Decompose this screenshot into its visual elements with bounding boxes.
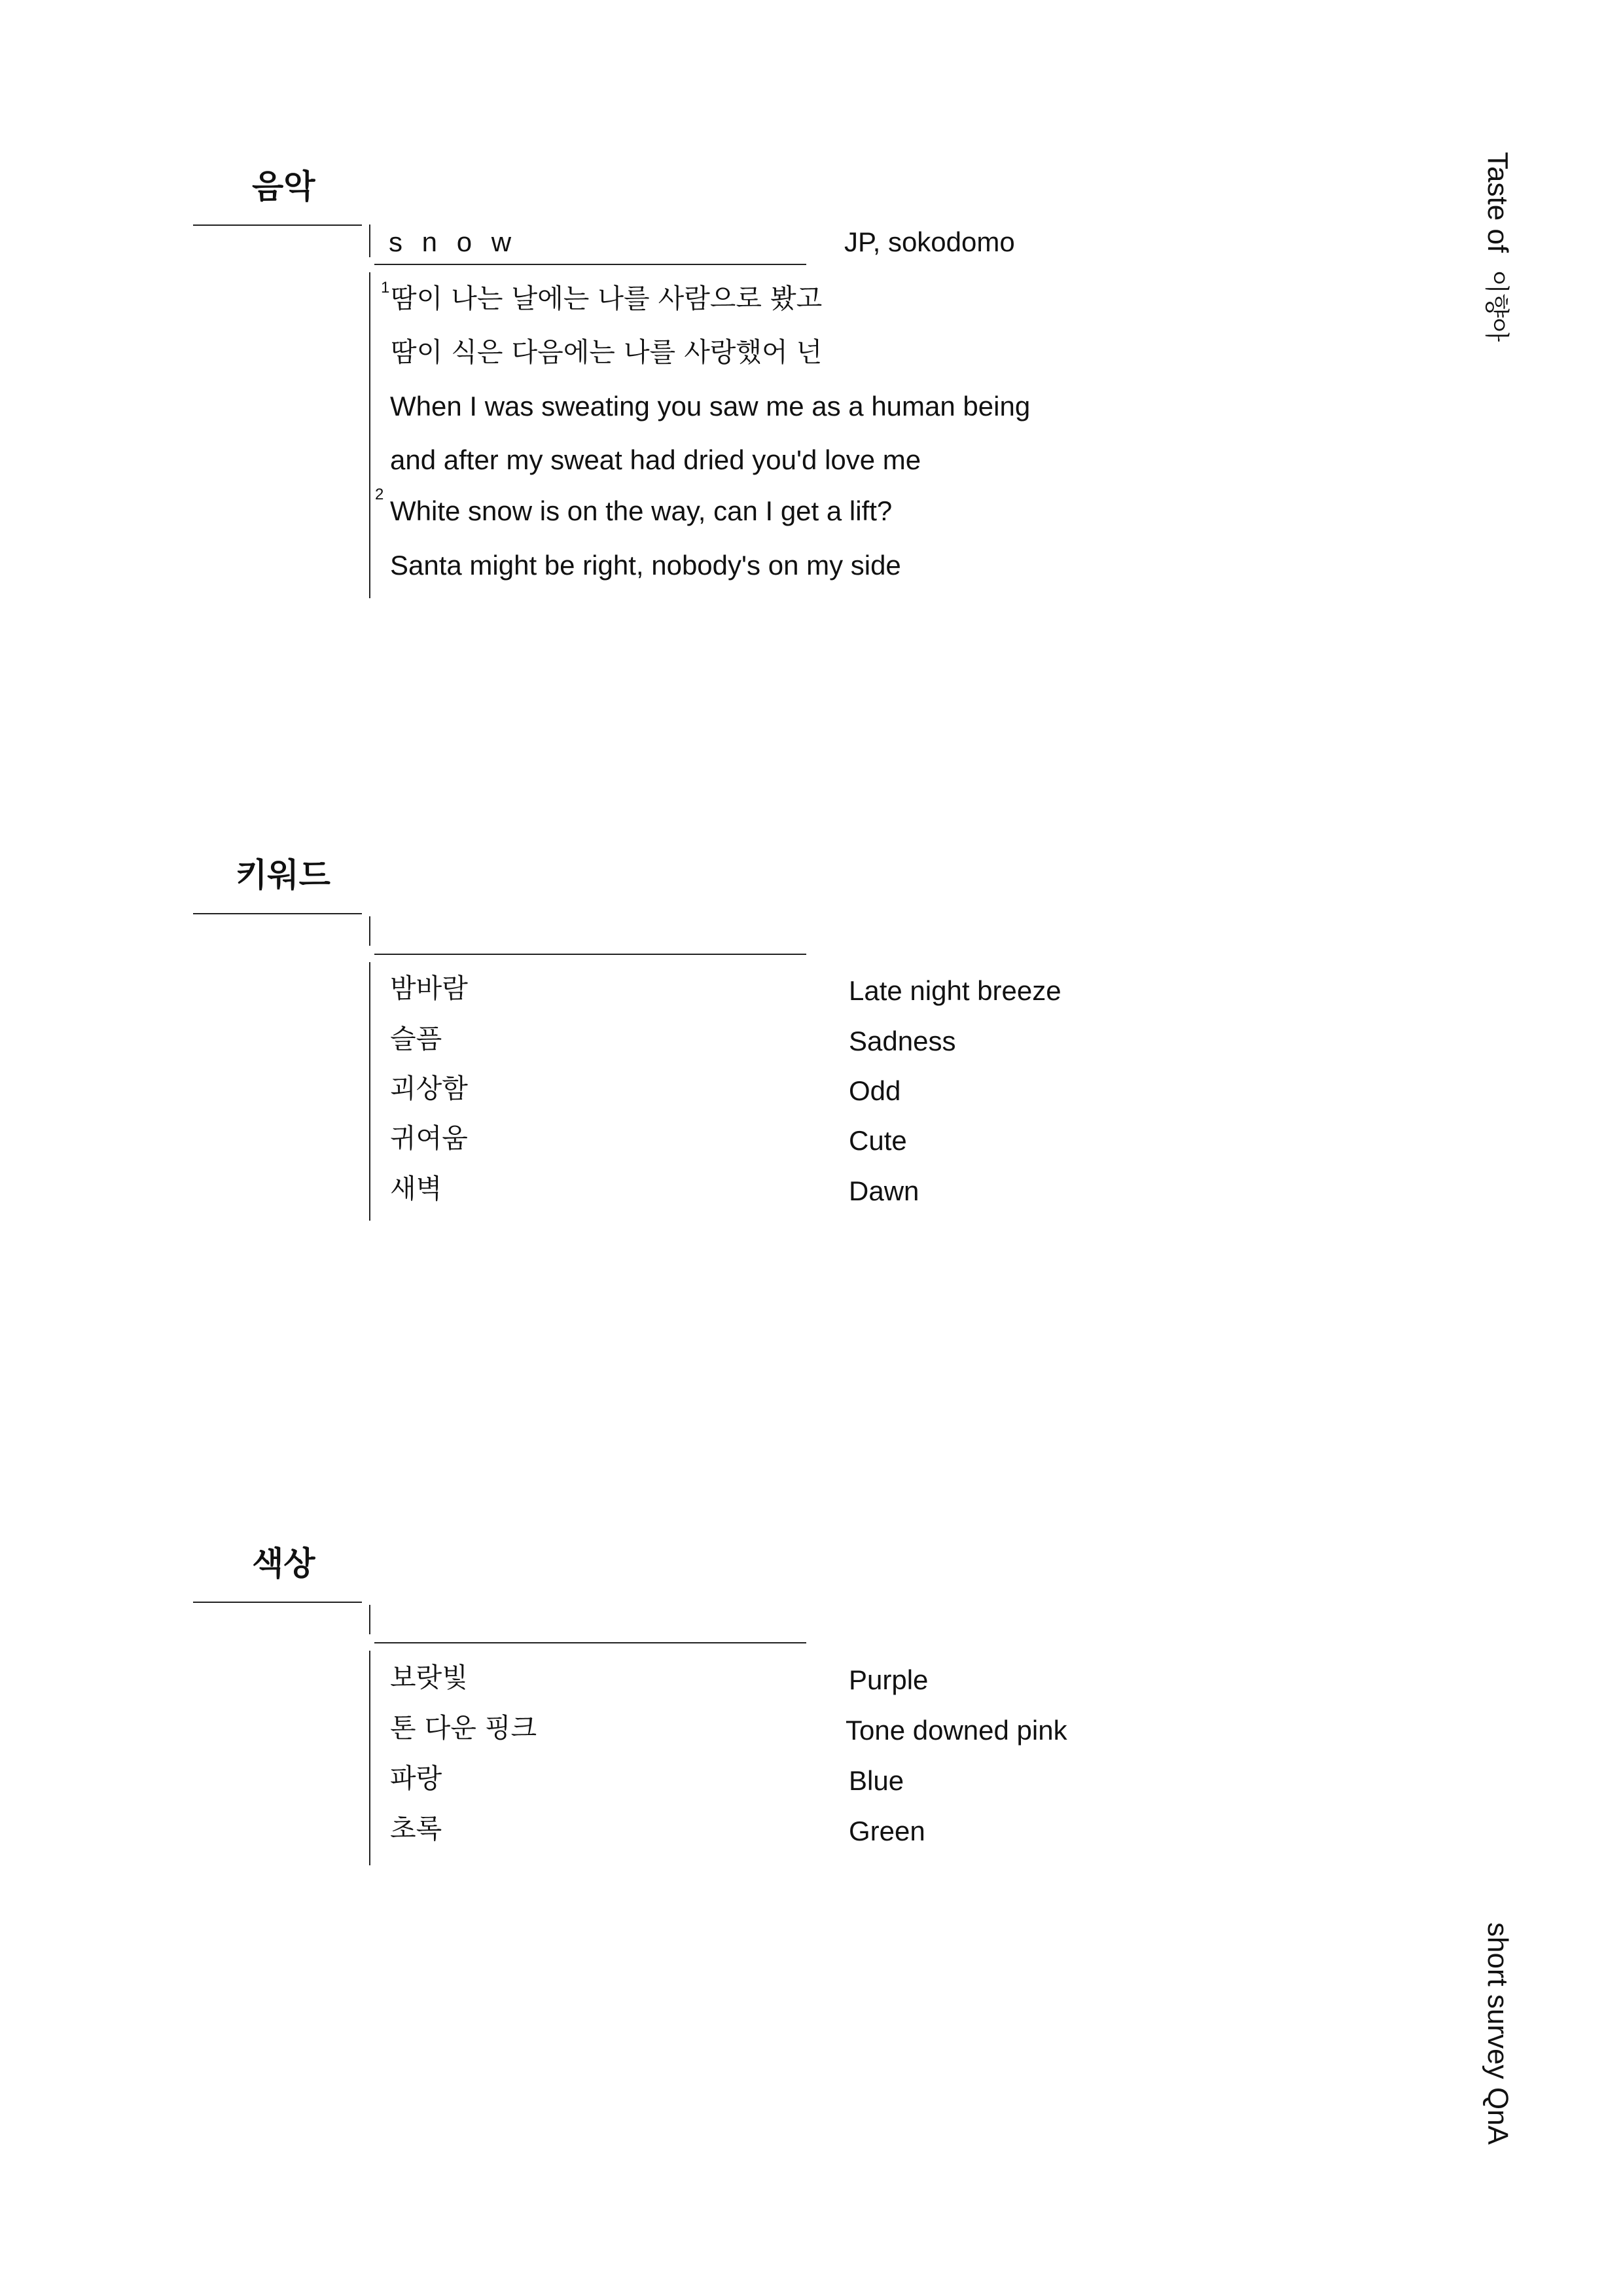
- keywords-divider: [369, 962, 370, 1221]
- footnote-marker-1: 1: [381, 279, 390, 296]
- color-ko: 초록: [390, 1813, 442, 1844]
- section-rule-colors: [193, 1602, 362, 1603]
- keywords-header-divider: [369, 916, 370, 946]
- side-label-top: [1483, 152, 1512, 342]
- footnote-marker-2: 2: [375, 486, 384, 503]
- color-en: Purple: [849, 1664, 929, 1695]
- side-label-top-text: Taste of: [1482, 152, 1514, 253]
- color-ko: 파랑: [390, 1763, 442, 1794]
- keyword-ko: 밤바람: [390, 973, 468, 1004]
- side-label-name: 이향아: [1482, 270, 1511, 342]
- keyword-ko: 귀여움: [390, 1122, 468, 1154]
- section-title-keywords: 키워드: [236, 857, 330, 893]
- lyric-line: When I was sweating you saw me as a human being: [390, 391, 1031, 422]
- song-artist: JP, sokodomo: [844, 226, 1015, 257]
- section-title-colors: 색상: [252, 1545, 315, 1582]
- keyword-ko: 슬픔: [390, 1023, 442, 1054]
- color-en: Tone downed pink: [846, 1715, 1067, 1746]
- section-rule-music: [193, 224, 362, 226]
- song-title: s n o w: [389, 226, 518, 257]
- color-ko: 보랏빛: [390, 1662, 468, 1693]
- color-en: Blue: [849, 1765, 904, 1796]
- keyword-ko: 새벽: [390, 1173, 442, 1204]
- colors-header-rule: [374, 1642, 806, 1643]
- lyrics-divider: [369, 272, 370, 598]
- side-label-bottom: short survey QnA: [1482, 1922, 1514, 2145]
- song-header-divider: [369, 224, 370, 257]
- lyric-line: White snow is on the way, can I get a lift?: [390, 495, 893, 526]
- keyword-en: Sadness: [849, 1026, 956, 1056]
- song-underline: [374, 264, 806, 265]
- color-ko: 톤 다운 핑크: [390, 1712, 537, 1744]
- lyric-line: 땀이 나는 날에는 나를 사람으로 봤고: [391, 283, 823, 314]
- keywords-header-rule: [374, 954, 806, 955]
- color-en: Green: [849, 1816, 925, 1846]
- lyric-line: and after my sweat had dried you'd love me: [390, 444, 921, 475]
- keyword-en: Odd: [849, 1075, 901, 1106]
- keyword-ko: 괴상함: [390, 1073, 468, 1104]
- keyword-en: Cute: [849, 1125, 907, 1156]
- lyric-line: Santa might be right, nobody's on my side: [390, 550, 901, 581]
- colors-divider: [369, 1651, 370, 1865]
- keyword-en: Late night breeze: [849, 975, 1061, 1006]
- colors-header-divider: [369, 1605, 370, 1634]
- section-title-music: 음악: [252, 168, 315, 205]
- section-rule-keywords: [193, 913, 362, 914]
- keyword-en: Dawn: [849, 1175, 919, 1206]
- lyric-line: 땀이 식은 다음에는 나를 사랑했어 넌: [391, 336, 823, 368]
